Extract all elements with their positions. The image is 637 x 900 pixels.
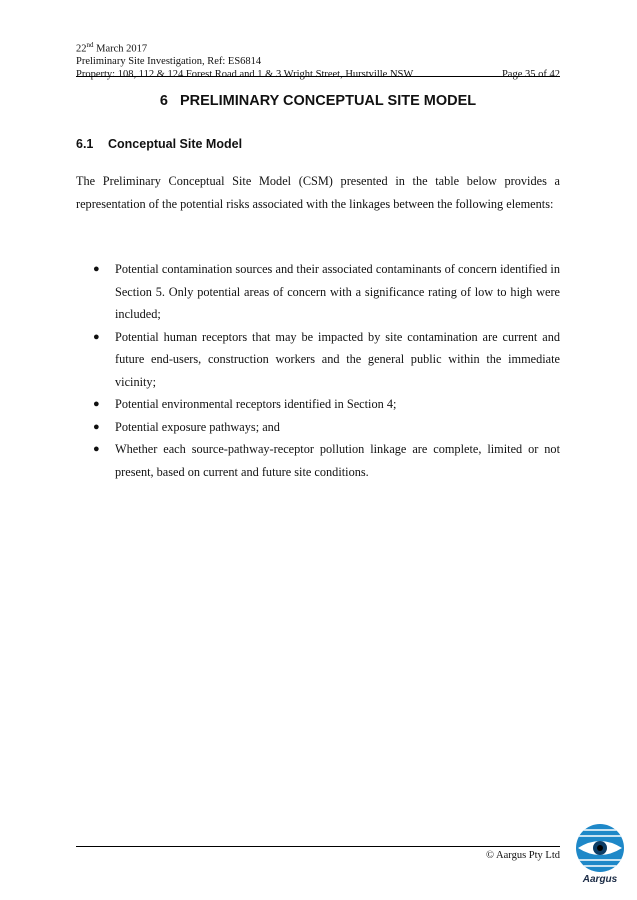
bullet-icon: ● [93, 443, 100, 455]
list-item-text: Whether each source-pathway-receptor pollution linkage are complete, limited or not present, based on current and future site conditions. [115, 442, 560, 479]
page-header [76, 39, 560, 81]
logo-text: Aargus [582, 874, 618, 885]
list-item [76, 326, 560, 394]
header-property: Property: 108, 112 & 124 Forest Road and 1 & 3 Wright Street, Hurstville NSW [76, 68, 414, 80]
elements-list [76, 258, 560, 483]
intro-paragraph: The Preliminary Conceptual Site Model (CSM) presented in the table below provides a representation of the potential risks associated with the linkages between the following elements: [76, 174, 560, 211]
list-item-text: Potential human receptors that may be impacted by site contamination are current and future end-users, construction workers and the general public within the immediate vicinity; [115, 329, 560, 389]
list-item [76, 258, 560, 326]
header-report-ref: Preliminary Site Investigation, Ref: ES6814 [76, 56, 262, 67]
footer-rule [76, 846, 560, 847]
bullet-icon: ● [93, 330, 100, 343]
section-heading [76, 93, 560, 109]
list-item-text: Potential exposure pathways; and [115, 419, 280, 434]
list-item [76, 416, 560, 439]
section-title: PRELIMINARY CONCEPTUAL SITE MODEL [179, 93, 477, 109]
bullet-icon: ● [93, 420, 100, 433]
list-item [76, 438, 560, 483]
header-page-number: Page 35 of 42 [501, 68, 560, 80]
header-rule [76, 76, 560, 77]
header-date-day: 22 [76, 43, 87, 55]
bullet-icon: ● [93, 398, 100, 410]
header-property-row [76, 69, 560, 82]
list-item-text: Potential contamination sources and their associated contaminants of concern identified in Section 5. Only potential areas of concern with a significance rating of low to high were included; [115, 262, 560, 321]
header-date-rest: March 2017 [93, 43, 148, 55]
header-date [76, 39, 560, 56]
list-item-text: Potential environmental receptors identified in Section 4; [115, 397, 397, 411]
list-item [76, 393, 560, 416]
footer-copyright: © Aargus Pty Ltd [486, 850, 560, 861]
section-number: 6 [159, 93, 168, 109]
subsection-number: 6.1 [76, 137, 94, 151]
header-date-suffix: nd [86, 41, 94, 49]
subsection-heading [76, 137, 242, 151]
subsection-title: Conceptual Site Model [108, 137, 243, 151]
bullet-icon: ● [93, 263, 100, 275]
